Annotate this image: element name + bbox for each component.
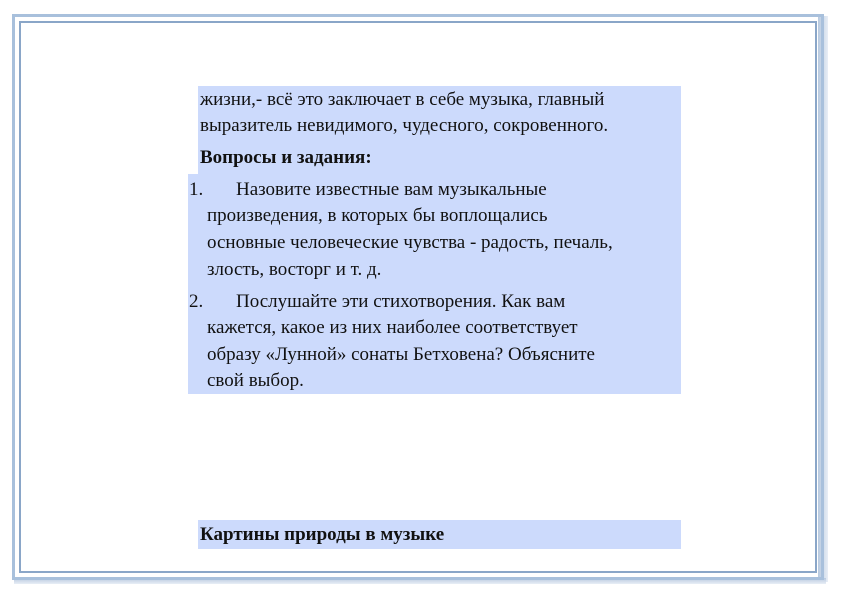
list-item-line: Послушайте эти стихотворения. Как вам bbox=[236, 291, 566, 312]
paragraph-line: жизни,- всё это заключает в себе музыка, главный bbox=[200, 89, 605, 110]
list-item-line: Назовите известные вам музыкальные bbox=[236, 179, 547, 200]
list-item-line: произведения, в которых бы воплощались bbox=[207, 205, 548, 226]
list-item-line: основные человеческие чувства - радость, печаль, bbox=[207, 232, 613, 253]
list-item-line: свой выбор. bbox=[207, 370, 304, 391]
section-heading: Вопросы и задания: bbox=[200, 147, 372, 168]
list-item-number: 2. bbox=[189, 291, 204, 312]
paragraph-line: выразитель невидимого, чудесного, сокровенного. bbox=[200, 115, 609, 136]
list-item-line: злость, восторг и т. д. bbox=[207, 259, 382, 280]
list-item-line: кажется, какое из них наиболее соответствует bbox=[207, 317, 578, 338]
next-section-title: Картины природы в музыке bbox=[200, 524, 445, 545]
list-item-line: образу «Лунной» сонаты Бетховена? Объясните bbox=[207, 344, 595, 365]
list-item-number: 1. bbox=[189, 179, 204, 200]
